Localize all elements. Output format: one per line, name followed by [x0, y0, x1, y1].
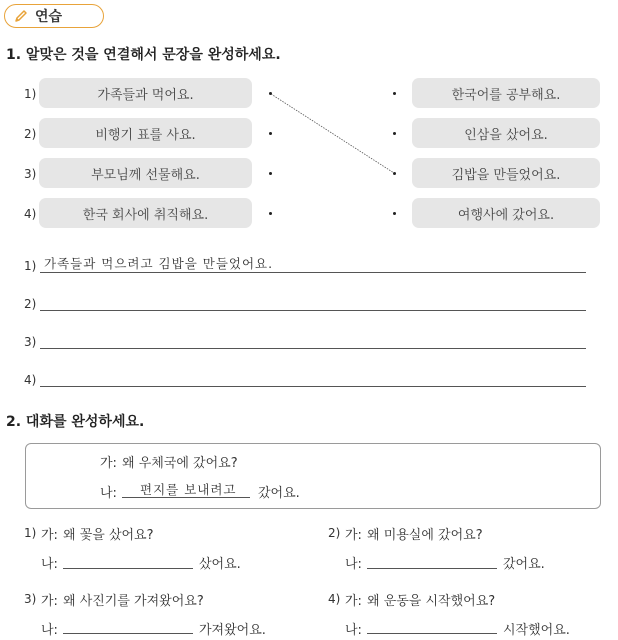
q1-number-4: 4) — [24, 207, 37, 221]
example-answer-end: 갔어요. — [258, 486, 300, 501]
q2-item-4-ga: 가: — [345, 594, 362, 609]
q2-item-2-number: 2) — [328, 526, 341, 540]
q2-title: 2. 대화를 완성하세요. — [6, 414, 145, 430]
right-item-1[interactable]: 한국어를 공부해요. — [412, 78, 600, 108]
badge-label: 연습 — [35, 9, 63, 25]
connection-line — [0, 0, 618, 260]
right-item-2[interactable]: 인삼을 샀어요. — [412, 118, 600, 148]
q2-item-4-question: 왜 운동을 시작했어요? — [367, 594, 496, 609]
q2-item-3-answer-line[interactable] — [63, 633, 193, 634]
q2-item-3-number: 3) — [24, 592, 37, 606]
left-item-4[interactable]: 한국 회사에 취직해요. — [39, 198, 252, 228]
answer-example-text: 가족들과 먹으려고 김밥을 만들었어요. — [44, 256, 274, 271]
answer-number-2: 2) — [24, 297, 37, 311]
q2-item-1-answer-line[interactable] — [63, 568, 193, 569]
example-question: 왜 우체국에 갔어요? — [122, 456, 238, 471]
q2-item-2-ga: 가: — [345, 528, 362, 543]
right-item-3[interactable]: 김밥을 만들었어요. — [412, 158, 600, 188]
right-item-4[interactable]: 여행사에 갔어요. — [412, 198, 600, 228]
q2-item-2-question: 왜 미용실에 갔어요? — [367, 528, 483, 543]
example-answer-fill: 편지를 보내려고 — [140, 482, 237, 497]
q1-number-1: 1) — [24, 87, 37, 101]
example-answer-line — [122, 497, 250, 498]
left-item-1[interactable]: 가족들과 먹어요. — [39, 78, 252, 108]
answer-number-4: 4) — [24, 373, 37, 387]
q2-item-2-end: 갔어요. — [503, 557, 545, 572]
q1-number-2: 2) — [24, 127, 37, 141]
answer-number-1: 1) — [24, 259, 37, 273]
example-ga-label: 가: — [100, 456, 117, 471]
q1-number-3: 3) — [24, 167, 37, 181]
q2-item-2-na: 나: — [345, 557, 362, 572]
q2-item-3-end: 가져왔어요. — [199, 623, 266, 638]
q2-item-4-number: 4) — [328, 592, 341, 606]
q2-item-1-ga: 가: — [41, 528, 58, 543]
answer-line-2[interactable] — [40, 310, 586, 311]
q2-item-3-na: 나: — [41, 623, 58, 638]
q2-item-1-question: 왜 꽃을 샀어요? — [63, 528, 154, 543]
q2-item-2-answer-line[interactable] — [367, 568, 497, 569]
q2-item-3-question: 왜 사진기를 가져왔어요? — [63, 594, 204, 609]
q2-item-1-end: 샀어요. — [199, 557, 241, 572]
answer-line-3[interactable] — [40, 348, 586, 349]
q1-title: 1. 알맞은 것을 연결해서 문장을 완성하세요. — [6, 47, 281, 63]
answer-line-1[interactable] — [40, 272, 586, 273]
q2-item-1-number: 1) — [24, 526, 37, 540]
left-item-3[interactable]: 부모님께 선물해요. — [39, 158, 252, 188]
q2-item-4-na: 나: — [345, 623, 362, 638]
example-na-label: 나: — [100, 486, 117, 501]
left-item-2[interactable]: 비행기 표를 사요. — [39, 118, 252, 148]
answer-number-3: 3) — [24, 335, 37, 349]
answer-line-4[interactable] — [40, 386, 586, 387]
q2-item-4-end: 시작했어요. — [503, 623, 570, 638]
q2-item-1-na: 나: — [41, 557, 58, 572]
q2-item-3-ga: 가: — [41, 594, 58, 609]
q2-item-4-answer-line[interactable] — [367, 633, 497, 634]
